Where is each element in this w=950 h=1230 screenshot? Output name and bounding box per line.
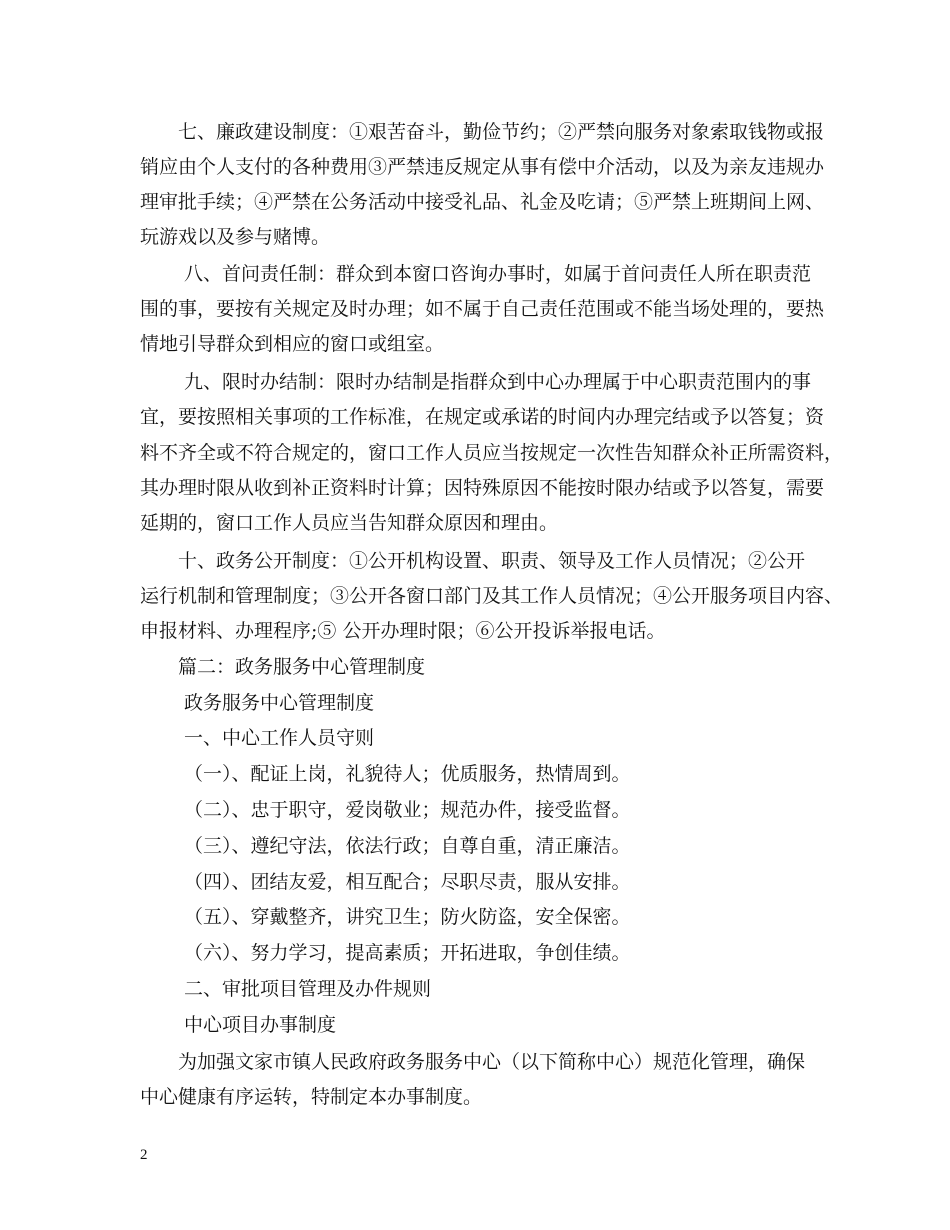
page-number: 2 <box>140 1147 148 1163</box>
text-line: 料不齐全或不符合规定的，窗口工作人员应当按规定一次性告知群众补正所需资料， <box>140 442 844 464</box>
text-line: 情地引导群众到相应的窗口或组室。 <box>140 333 445 355</box>
subsection-heading: 二、审批项目管理及办件规则 <box>140 978 432 1000</box>
text-line: 围的事，要按有关规定及时办理；如不属于自己责任范围或不能当场处理的，要热 <box>140 298 825 320</box>
text-line: 八、首问责任制：群众到本窗口咨询办事时，如属于首问责任人所在职责范 <box>140 263 812 285</box>
text-line: 中心健康有序运转，特制定本办事制度。 <box>140 1086 483 1108</box>
text-line: 为加强文家市镇人民政府政务服务中心（以下简称中心）规范化管理，确保 <box>140 1051 806 1073</box>
text-line: 其办理时限从收到补正资料时计算；因特殊原因不能按时限办结或予以答复，需要 <box>140 477 825 499</box>
document-title: 政务服务中心管理制度 <box>140 692 375 714</box>
text-line: 七、廉政建设制度：①艰苦奋斗，勤俭节约；②严禁向服务对象索取钱物或报 <box>140 121 825 143</box>
list-item: （四）、团结友爱，相互配合；尽职尽责，服从安排。 <box>140 871 631 893</box>
list-item: （二）、忠于职守，爱岗敬业；规范办件，接受监督。 <box>140 799 631 821</box>
section-heading: 篇二：政务服务中心管理制度 <box>140 656 426 678</box>
list-item: （五）、穿戴整齐，讲究卫生；防火防盗，安全保密。 <box>140 906 631 928</box>
text-line: 销应由个人支付的各种费用③严禁违反规定从事有偿中介活动，以及为亲友违规办 <box>140 156 825 178</box>
text-line: 九、限时办结制：限时办结制是指群众到中心办理属于中心职责范围内的事 <box>140 371 812 393</box>
text-line: 理审批手续；④严禁在公务活动中接受礼品、礼金及吃请；⑤严禁上班期间上网、 <box>140 191 825 213</box>
list-item: （六）、努力学习，提高素质；开拓进取，争创佳绩。 <box>140 942 631 964</box>
text-line: 申报材料、办理程序;⑤ 公开办理时限；⑥公开投诉举报电话。 <box>140 620 666 642</box>
text-line: 玩游戏以及参与赌博。 <box>140 226 331 248</box>
list-item: （一）、配证上岗，礼貌待人；优质服务，热情周到。 <box>140 763 631 785</box>
text-line: 宜，要按照相关事项的工作标准，在规定或承诺的时间内办理完结或予以答复；资 <box>140 406 825 428</box>
text-line: 延期的，窗口工作人员应当告知群众原因和理由。 <box>140 512 559 534</box>
subsection-heading: 中心项目办事制度 <box>140 1014 337 1036</box>
subsection-heading: 一、中心工作人员守则 <box>140 727 375 749</box>
list-item: （三）、遵纪守法，依法行政；自尊自重，清正廉洁。 <box>140 835 631 857</box>
text-line: 运行机制和管理制度；③公开各窗口部门及其工作人员情况；④公开服务项目内容、 <box>140 585 844 607</box>
text-line: 十、政务公开制度：①公开机构设置、职责、领导及工作人员情况；②公开 <box>140 550 806 572</box>
